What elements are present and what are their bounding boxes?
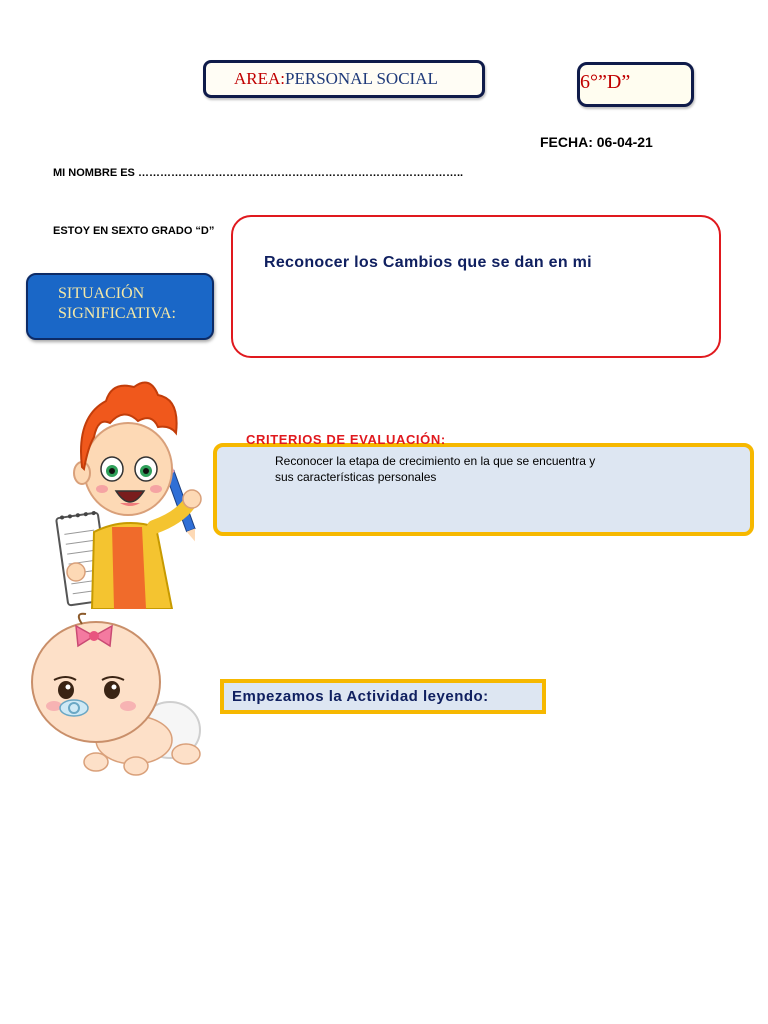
grade-label: 6°”D” <box>580 71 631 93</box>
name-line: MI NOMBRE ES …………………………………………………………………………….. <box>53 167 464 179</box>
area-box <box>203 60 485 98</box>
baby-illustration <box>24 610 208 780</box>
topic-box <box>231 215 721 358</box>
activity-label: Empezamos la Actividad leyendo: <box>232 688 489 705</box>
boy-illustration <box>54 377 206 609</box>
grade-box <box>577 62 694 107</box>
topic-title: Reconocer los Cambios que se dan en mi <box>264 254 592 271</box>
activity-box <box>220 679 546 714</box>
criterios-label: CRITERIOS DE EVALUACIÓN: <box>246 432 446 447</box>
area-separator: : <box>280 69 286 88</box>
area-label: AREA <box>234 69 281 88</box>
criterios-text <box>275 453 595 485</box>
grade-line: ESTOY EN SEXTO GRADO “D” <box>53 225 215 237</box>
situacion-significativa-box <box>26 273 214 340</box>
criterios-line-2: sus características personales <box>275 470 437 484</box>
situacion-line-2: SIGNIFICATIVA: <box>58 305 176 322</box>
situacion-line-1: SITUACIÓN <box>58 285 145 302</box>
area-value: PERSONAL SOCIAL <box>285 69 438 88</box>
criterios-box <box>213 443 754 536</box>
pacifier-icon <box>60 700 88 716</box>
date-label: FECHA: 06-04-21 <box>540 134 653 150</box>
criterios-line-1: Reconocer la etapa de crecimiento en la que se encuentra y <box>275 454 596 468</box>
